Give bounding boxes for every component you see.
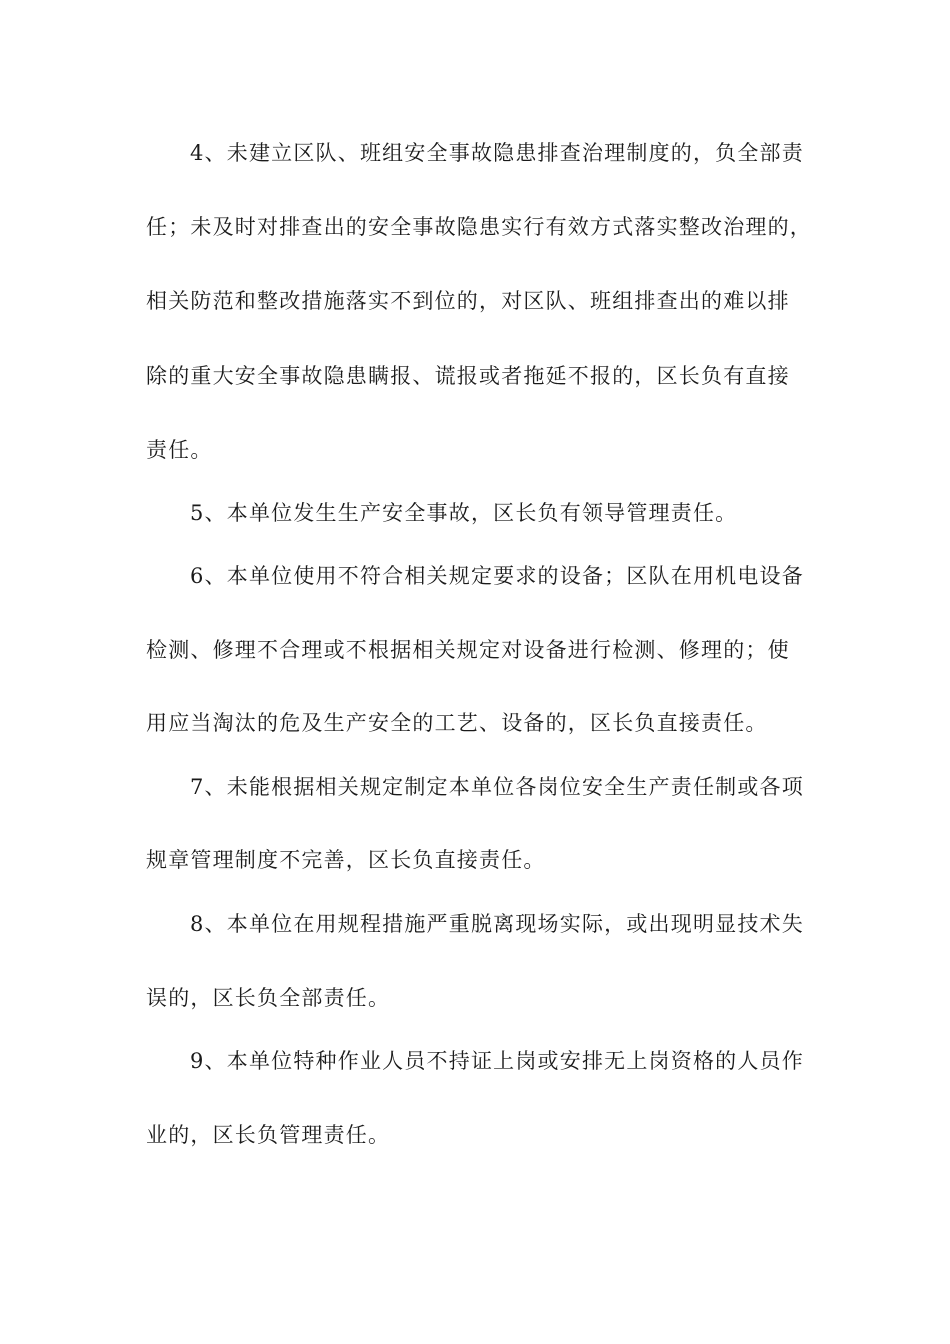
paragraph-6-line-2: 检测、修理不合理或不根据相关规定对设备进行检测、修理的；使 [146,638,790,662]
paragraph-9-line-1: 9、本单位特种作业人员不持证上岗或安排无上岗资格的人员作 [190,1049,804,1073]
paragraph-7-line-1: 7、未能根据相关规定制定本单位各岗位安全生产责任制或各项 [190,775,804,799]
paragraph-4-line-1: 4、未建立区队、班组安全事故隐患排查治理制度的，负全部责 [190,141,804,165]
paragraph-4-line-3: 相关防范和整改措施落实不到位的，对区队、班组排查出的难以排 [146,289,790,313]
paragraph-8-line-1: 8、本单位在用规程措施严重脱离现场实际，或出现明显技术失 [190,912,804,936]
paragraph-4-line-4: 除的重大安全事故隐患瞒报、谎报或者拖延不报的，区长负有直接 [146,364,790,388]
paragraph-8-line-2: 误的，区长负全部责任。 [146,986,391,1010]
paragraph-5-line-1: 5、本单位发生生产安全事故，区长负有领导管理责任。 [190,501,738,525]
paragraph-6-line-3: 用应当淘汰的危及生产安全的工艺、设备的，区长负直接责任。 [146,711,768,735]
paragraph-4-line-5: 责任。 [146,438,213,462]
paragraph-6-line-1: 6、本单位使用不符合相关规定要求的设备；区队在用机电设备 [190,564,804,588]
paragraph-9-line-2: 业的，区长负管理责任。 [146,1123,391,1147]
paragraph-4-line-2: 任；未及时对排查出的安全事故隐患实行有效方式落实整改治理的， [146,215,812,239]
paragraph-7-line-2: 规章管理制度不完善，区长负直接责任。 [146,848,546,872]
